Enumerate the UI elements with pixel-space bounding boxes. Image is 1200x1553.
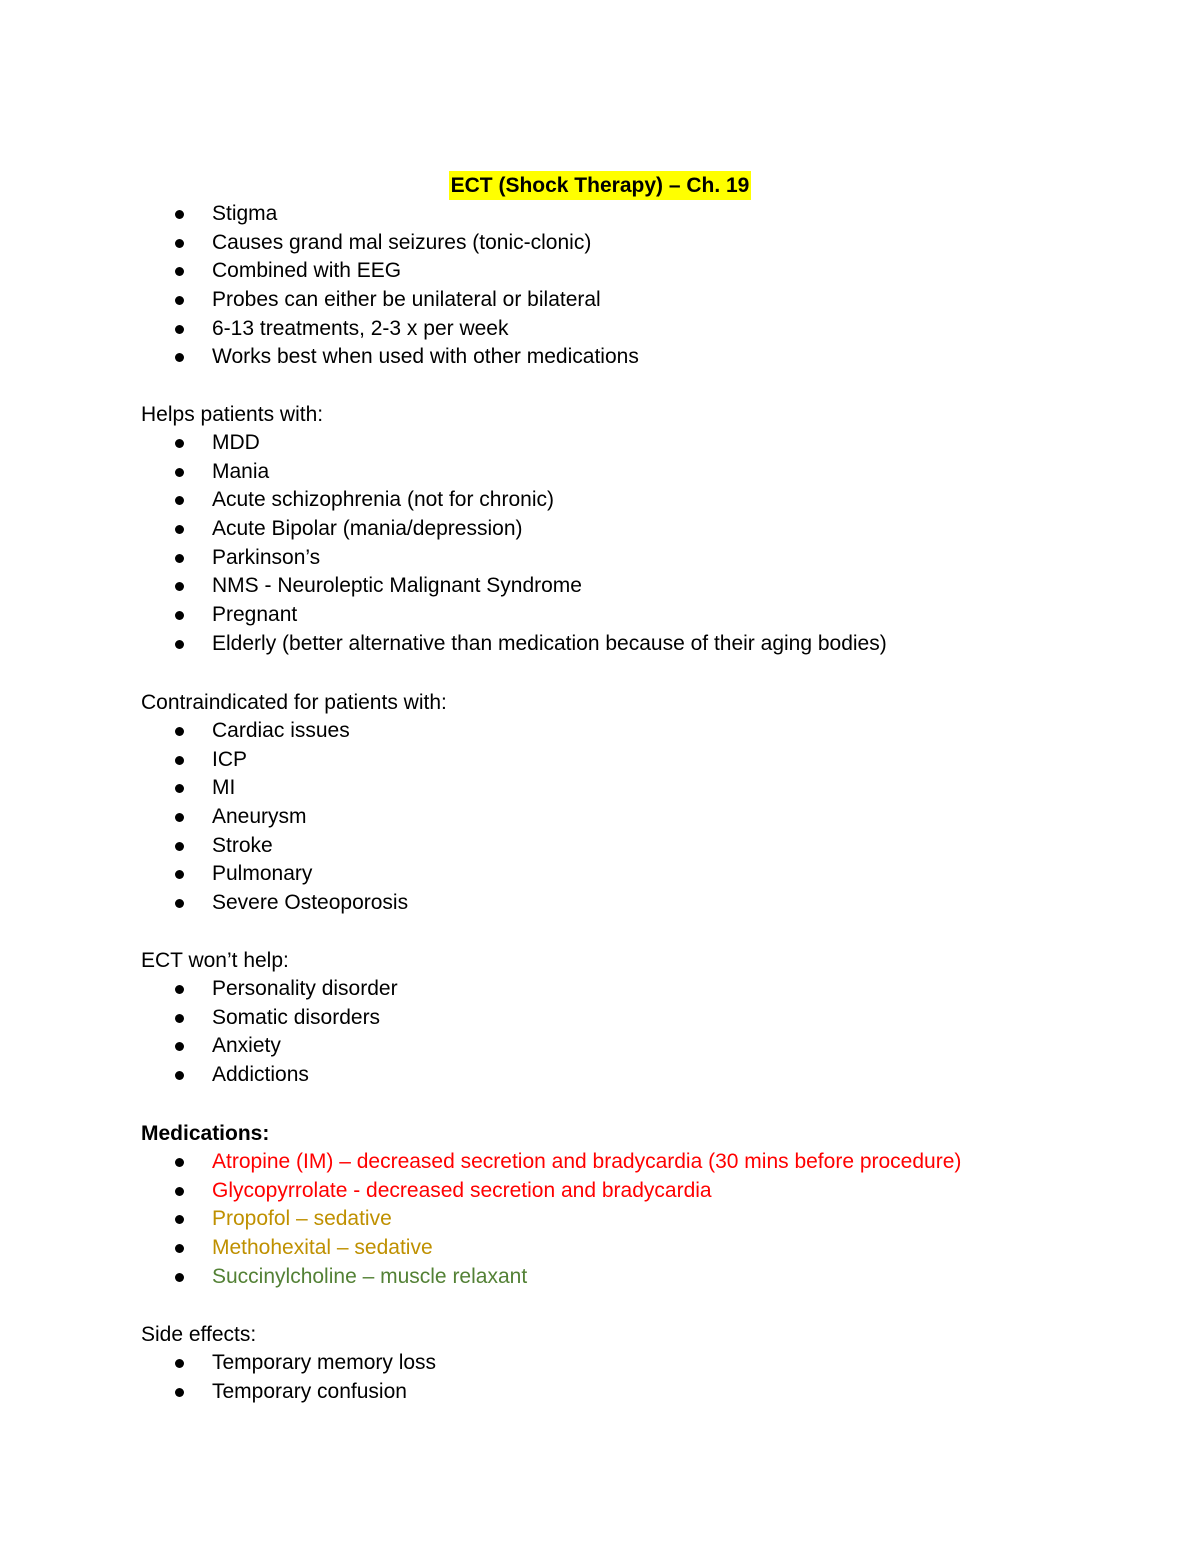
title-container bbox=[0, 171, 1200, 200]
list-item-text: Acute Bipolar (mania/depression) bbox=[212, 517, 523, 541]
bullet-icon bbox=[175, 813, 184, 822]
medications-section bbox=[141, 1119, 1141, 1291]
list-item bbox=[141, 1004, 1141, 1033]
list-item bbox=[141, 1378, 1141, 1407]
list-item bbox=[141, 429, 1141, 458]
bullet-icon bbox=[175, 239, 184, 248]
list-item bbox=[141, 343, 1141, 372]
contraindicated-heading: Contraindicated for patients with: bbox=[141, 691, 447, 714]
list-item bbox=[141, 286, 1141, 315]
bullet-icon bbox=[175, 727, 184, 736]
bullet-icon bbox=[175, 1158, 184, 1167]
list-item-text: MI bbox=[212, 776, 236, 800]
list-item-text: Stroke bbox=[212, 833, 273, 857]
list-item bbox=[141, 889, 1141, 918]
list-item bbox=[141, 544, 1141, 573]
side-effects-section bbox=[141, 1320, 1141, 1406]
list-item-text: Stigma bbox=[212, 202, 278, 225]
list-item bbox=[141, 1234, 1141, 1263]
helps-heading: Helps patients with: bbox=[141, 403, 324, 426]
list-item-text: Probes can either be unilateral or bilateral bbox=[212, 288, 601, 312]
list-item bbox=[141, 1148, 1141, 1177]
list-item-text: Combined with EEG bbox=[212, 259, 402, 283]
bullet-icon bbox=[175, 1042, 184, 1051]
list-item bbox=[141, 717, 1141, 746]
bullet-icon bbox=[175, 899, 184, 908]
list-item-text: Addictions bbox=[212, 1063, 309, 1087]
list-item bbox=[141, 630, 1141, 659]
bullet-icon bbox=[175, 640, 184, 649]
overview-list bbox=[141, 200, 1141, 372]
list-item-text: Temporary confusion bbox=[212, 1379, 407, 1403]
bullet-icon bbox=[175, 325, 184, 334]
bullet-icon bbox=[175, 985, 184, 994]
list-item-text: Anxiety bbox=[212, 1034, 281, 1058]
bullet-icon bbox=[175, 296, 184, 305]
list-item-text: Acute schizophrenia (not for chronic) bbox=[212, 488, 554, 512]
list-item-text: MDD bbox=[212, 431, 260, 454]
side-effects-list bbox=[141, 1349, 1141, 1406]
bullet-icon bbox=[175, 468, 184, 477]
list-item bbox=[141, 1177, 1141, 1206]
medication-text: Glycopyrrolate - decreased secretion and bradycardia bbox=[212, 1178, 712, 1202]
contraindicated-list bbox=[141, 717, 1141, 918]
medications-list bbox=[141, 1148, 1141, 1291]
list-item bbox=[141, 257, 1141, 286]
list-item bbox=[141, 200, 1141, 229]
list-item-text: Causes grand mal seizures (tonic-clonic) bbox=[212, 230, 592, 254]
bullet-icon bbox=[175, 1273, 184, 1282]
list-item-text: Parkinson’s bbox=[212, 545, 321, 569]
bullet-icon bbox=[175, 210, 184, 219]
list-item bbox=[141, 1205, 1141, 1234]
list-item-text: Temporary memory loss bbox=[212, 1351, 437, 1374]
list-item bbox=[141, 315, 1141, 344]
list-item-text: Severe Osteoporosis bbox=[212, 891, 409, 915]
list-item-text: Somatic disorders bbox=[212, 1005, 381, 1029]
medication-text: Atropine (IM) – decreased secretion and bradycardia (30 mins before procedure) bbox=[212, 1150, 962, 1173]
bullet-icon bbox=[175, 870, 184, 879]
list-item bbox=[141, 601, 1141, 630]
list-item bbox=[141, 803, 1141, 832]
list-item-text: Pregnant bbox=[212, 603, 298, 627]
list-item-text: NMS - Neuroleptic Malignant Syndrome bbox=[212, 574, 582, 598]
bullet-icon bbox=[175, 554, 184, 563]
bullet-icon bbox=[175, 1388, 184, 1397]
bullet-icon bbox=[175, 1215, 184, 1224]
list-item-text: Aneurysm bbox=[212, 805, 307, 829]
overview-section bbox=[141, 200, 1141, 372]
list-item bbox=[141, 515, 1141, 544]
list-item bbox=[141, 1061, 1141, 1090]
bullet-icon bbox=[175, 611, 184, 620]
medication-text: Methohexital – sedative bbox=[212, 1236, 433, 1260]
list-item bbox=[141, 860, 1141, 889]
contraindicated-section bbox=[141, 688, 1141, 918]
bullet-icon bbox=[175, 267, 184, 276]
side-effects-heading: Side effects: bbox=[141, 1323, 257, 1346]
bullet-icon bbox=[175, 756, 184, 765]
list-item bbox=[141, 774, 1141, 803]
list-item bbox=[141, 1263, 1141, 1292]
bullet-icon bbox=[175, 1187, 184, 1196]
bullet-icon bbox=[175, 1359, 184, 1368]
list-item bbox=[141, 572, 1141, 601]
list-item-text: Cardiac issues bbox=[212, 719, 350, 742]
bullet-icon bbox=[175, 784, 184, 793]
list-item-text: Personality disorder bbox=[212, 977, 398, 1000]
bullet-icon bbox=[175, 1014, 184, 1023]
list-item bbox=[141, 229, 1141, 258]
list-item bbox=[141, 1032, 1141, 1061]
list-item-text: Works best when used with other medications bbox=[212, 345, 639, 369]
bullet-icon bbox=[175, 1071, 184, 1080]
list-item bbox=[141, 458, 1141, 487]
list-item bbox=[141, 975, 1141, 1004]
wont-help-section bbox=[141, 946, 1141, 1090]
list-item-text: Elderly (better alternative than medication because of their aging bodies) bbox=[212, 631, 887, 655]
bullet-icon bbox=[175, 439, 184, 448]
medication-text: Succinylcholine – muscle relaxant bbox=[212, 1264, 528, 1288]
bullet-icon bbox=[175, 842, 184, 851]
medication-text: Propofol – sedative bbox=[212, 1207, 392, 1231]
medications-heading: Medications: bbox=[141, 1122, 270, 1145]
helps-section bbox=[141, 400, 1141, 659]
list-item bbox=[141, 746, 1141, 775]
bullet-icon bbox=[175, 582, 184, 591]
list-item-text: ICP bbox=[212, 747, 248, 771]
bullet-icon bbox=[175, 353, 184, 362]
helps-list bbox=[141, 429, 1141, 659]
list-item bbox=[141, 832, 1141, 861]
list-item-text: Mania bbox=[212, 459, 270, 483]
list-item bbox=[141, 486, 1141, 515]
list-item-text: 6-13 treatments, 2-3 x per week bbox=[212, 316, 509, 340]
bullet-icon bbox=[175, 496, 184, 505]
list-item bbox=[141, 1349, 1141, 1378]
bullet-icon bbox=[175, 1244, 184, 1253]
bullet-icon bbox=[175, 525, 184, 534]
page-title: ECT (Shock Therapy) – Ch. 19 bbox=[449, 171, 752, 200]
wont-help-heading: ECT won’t help: bbox=[141, 949, 289, 972]
list-item-text: Pulmonary bbox=[212, 862, 313, 886]
wont-help-list bbox=[141, 975, 1141, 1090]
